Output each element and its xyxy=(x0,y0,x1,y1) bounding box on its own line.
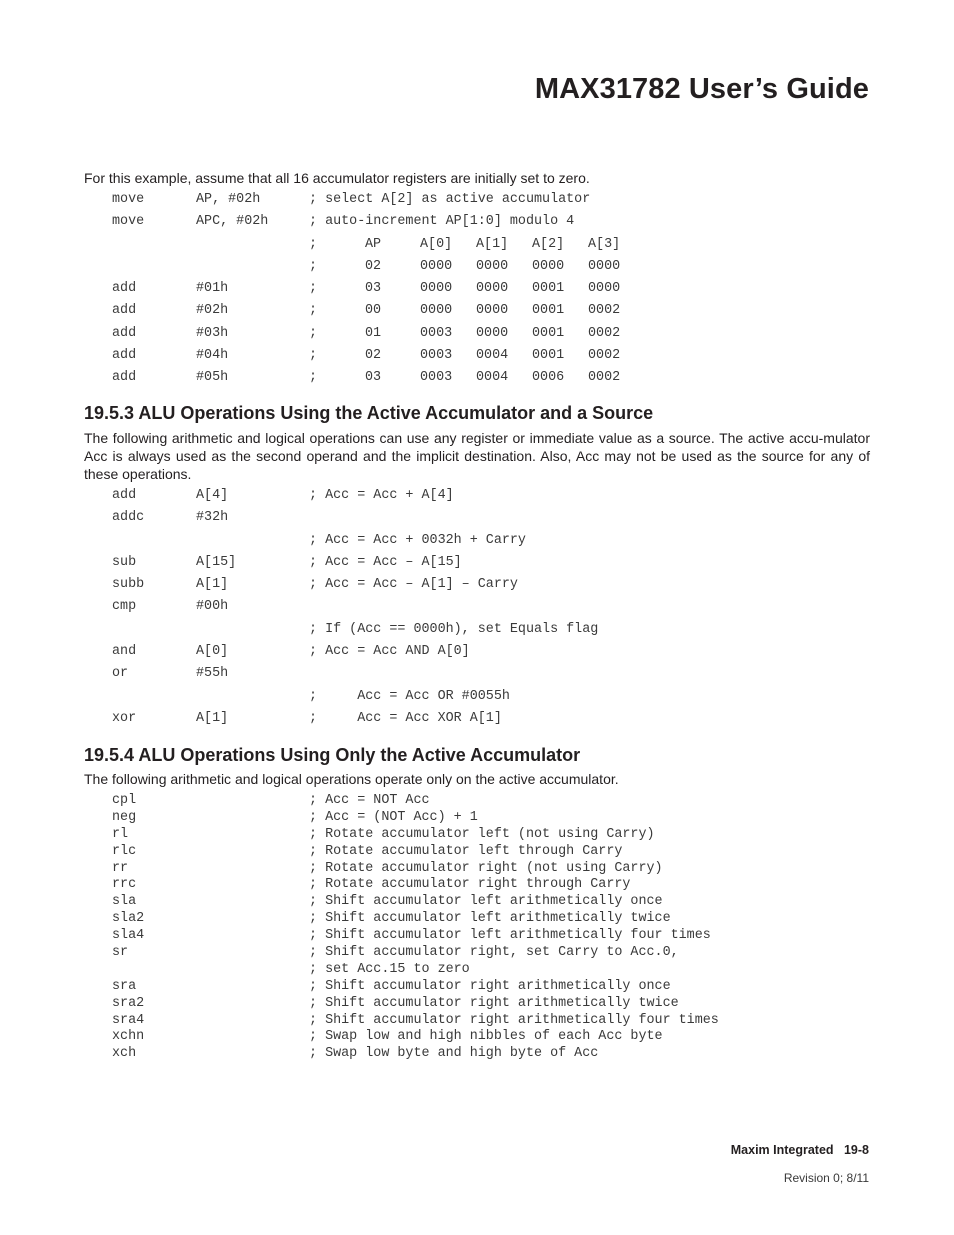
code-comment: ; Acc = Acc XOR A[1] xyxy=(309,710,502,726)
code-line xyxy=(0,552,954,574)
code-line xyxy=(0,574,954,596)
code-op: cpl xyxy=(112,793,137,808)
section-heading-19-5-4: 19.5.4 ALU Operations Using Only the Active Accumulator xyxy=(84,745,581,765)
code-line xyxy=(0,877,954,894)
code-block-19-5-3 xyxy=(0,485,954,730)
code-arg: #00h xyxy=(196,599,229,615)
code-line xyxy=(0,530,954,552)
table-cell: 02 xyxy=(365,258,382,274)
code-op: rr xyxy=(112,860,129,876)
code-line xyxy=(0,996,954,1013)
code-comment: ; Shift accumulator left arithmetically once xyxy=(309,894,663,910)
table-cell: 0000 xyxy=(476,281,509,297)
code-op: rrc xyxy=(112,877,137,893)
code-arg: #02h xyxy=(196,303,229,319)
table-row xyxy=(0,345,954,367)
table-cell: 0000 xyxy=(420,258,453,274)
footer-company-page: Maxim Integrated 19-8 xyxy=(730,1143,869,1157)
table-cell: 0003 xyxy=(420,370,453,386)
table-cell: 0000 xyxy=(532,258,565,274)
code-comment: ; Shift accumulator left arithmetically twice xyxy=(309,911,671,927)
code-op: addc xyxy=(112,510,145,526)
code-comment: ; Swap low and high nibbles of each Acc byte xyxy=(309,1029,663,1045)
table-row xyxy=(0,278,954,300)
table-cell: 0001 xyxy=(532,281,565,297)
code-line xyxy=(0,686,954,708)
code-op: subb xyxy=(112,577,145,593)
code-comment: ; Acc = Acc – A[15] xyxy=(309,554,462,570)
code-line xyxy=(0,928,954,945)
comment-marker: ; xyxy=(309,281,318,297)
code-comment: ; Rotate accumulator right through Carry xyxy=(309,877,631,893)
table-cell: 0001 xyxy=(532,303,565,319)
table-cell: 0000 xyxy=(588,281,621,297)
code-comment: ; set Acc.15 to zero xyxy=(309,961,470,977)
code-arg: APC, #02h xyxy=(196,214,269,230)
code-comment: ; Rotate accumulator left (not using Carry) xyxy=(309,826,655,842)
table-cell: 0001 xyxy=(532,348,565,364)
table-cell: 00 xyxy=(365,303,382,319)
code-arg: AP, #02h xyxy=(196,192,261,207)
intro-paragraph: For this example, assume that all 16 accumulator registers are initially set to zero. xyxy=(84,170,590,186)
code-line xyxy=(0,810,954,827)
code-op: sra4 xyxy=(112,1012,145,1028)
code-comment: ; Swap low byte and high byte of Acc xyxy=(309,1046,599,1062)
table-header-cell: AP xyxy=(365,236,382,252)
code-line xyxy=(0,911,954,928)
code-line xyxy=(0,596,954,618)
example-code-block xyxy=(0,189,954,390)
table-cell: 0002 xyxy=(588,325,621,341)
comment-marker: ; xyxy=(309,258,318,274)
table-cell: 0000 xyxy=(476,303,509,319)
code-comment: ; Shift accumulator right arithmetically twice xyxy=(309,995,679,1011)
code-line xyxy=(0,827,954,844)
table-cell: 0000 xyxy=(476,325,509,341)
code-line xyxy=(0,663,954,685)
code-comment: ; Acc = (NOT Acc) + 1 xyxy=(309,809,478,825)
code-comment: ; Acc = Acc OR #0055h xyxy=(309,688,510,704)
code-arg: A[0] xyxy=(196,644,229,660)
table-row xyxy=(0,300,954,322)
table-cell: 0000 xyxy=(420,281,453,297)
code-comment: ; Shift accumulator right arithmetically once xyxy=(309,978,671,994)
code-line xyxy=(0,945,954,962)
code-comment: ; Acc = NOT Acc xyxy=(309,793,430,808)
code-op: cmp xyxy=(112,599,137,615)
section-heading-19-5-3: 19.5.3 ALU Operations Using the Active Accumulator and a Source xyxy=(84,403,654,423)
table-header-cell: A[2] xyxy=(532,236,565,252)
table-cell: 0003 xyxy=(420,325,453,341)
code-line xyxy=(0,844,954,861)
footer-revision: Revision 0; 8/11 xyxy=(783,1171,869,1185)
code-line xyxy=(0,708,954,730)
code-arg: A[1] xyxy=(196,577,229,593)
code-op: sra xyxy=(112,978,137,994)
code-op: xor xyxy=(112,710,137,726)
table-header-line xyxy=(0,234,954,256)
code-op: add xyxy=(112,303,137,319)
table-cell: 0000 xyxy=(420,303,453,319)
code-arg: A[4] xyxy=(196,488,229,503)
code-op: rl xyxy=(112,826,129,842)
code-op: or xyxy=(112,666,129,682)
code-op: and xyxy=(112,644,137,660)
code-arg: A[1] xyxy=(196,710,229,726)
code-op: neg xyxy=(112,809,137,825)
table-row xyxy=(0,367,954,389)
table-cell: 0004 xyxy=(476,348,509,364)
code-line xyxy=(0,485,954,507)
code-arg: #32h xyxy=(196,510,229,526)
code-op: add xyxy=(112,325,137,341)
code-op: add xyxy=(112,348,137,364)
code-op: sla2 xyxy=(112,911,145,927)
section-paragraph-19-5-4: The following arithmetic and logical operations operate only on the active accumulator. xyxy=(84,771,619,787)
table-cell: 0002 xyxy=(588,348,621,364)
code-op: add xyxy=(112,281,137,297)
code-op: add xyxy=(112,488,137,503)
table-cell: 03 xyxy=(365,370,382,386)
code-line xyxy=(0,189,954,211)
code-op: sub xyxy=(112,554,137,570)
code-arg: #55h xyxy=(196,666,229,682)
table-header-cell: A[1] xyxy=(476,236,509,252)
comment-marker: ; xyxy=(309,370,318,386)
code-op: xch xyxy=(112,1046,137,1062)
table-cell: 0002 xyxy=(588,303,621,319)
comment-marker: ; xyxy=(309,325,318,341)
code-line xyxy=(0,979,954,996)
code-comment: ; Acc = Acc – A[1] – Carry xyxy=(309,577,518,593)
code-arg: #05h xyxy=(196,370,229,386)
code-line xyxy=(0,507,954,529)
code-line xyxy=(0,962,954,979)
code-op: move xyxy=(112,214,145,230)
code-comment: ; Rotate accumulator right (not using Carry) xyxy=(309,860,663,876)
table-cell: 0000 xyxy=(476,258,509,274)
code-comment: ; Acc = Acc + A[4] xyxy=(309,488,454,503)
comment-marker: ; xyxy=(309,236,318,252)
comment-marker: ; xyxy=(309,303,318,319)
table-cell: 02 xyxy=(365,348,382,364)
code-op: xchn xyxy=(112,1029,145,1045)
code-comment: ; Rotate accumulator left through Carry xyxy=(309,843,623,859)
table-cell: 0003 xyxy=(420,348,453,364)
code-line xyxy=(0,619,954,641)
code-block-19-5-4 xyxy=(0,793,954,1063)
code-comment: ; Shift accumulator right, set Carry to Acc.0, xyxy=(309,945,679,961)
code-comment: ; Shift accumulator left arithmetically four times xyxy=(309,928,711,944)
code-arg: A[15] xyxy=(196,554,237,570)
code-line xyxy=(0,1013,954,1030)
table-cell: 0006 xyxy=(532,370,565,386)
code-op: sra2 xyxy=(112,995,145,1011)
table-header-cell: A[3] xyxy=(588,236,621,252)
code-line xyxy=(0,1046,954,1063)
code-op: sla xyxy=(112,894,137,910)
code-arg: #01h xyxy=(196,281,229,297)
code-comment: ; Acc = Acc + 0032h + Carry xyxy=(309,532,526,548)
code-line xyxy=(0,793,954,810)
table-cell: 03 xyxy=(365,281,382,297)
code-comment: ; If (Acc == 0000h), set Equals flag xyxy=(309,621,599,637)
document-title: MAX31782 User’s Guide xyxy=(534,73,869,105)
code-line xyxy=(0,641,954,663)
table-cell: 0001 xyxy=(532,325,565,341)
table-cell: 0004 xyxy=(476,370,509,386)
code-line xyxy=(0,1029,954,1046)
code-comment: ; Shift accumulator right arithmetically four times xyxy=(309,1012,719,1028)
section-paragraph-19-5-3: The following arithmetic and logical operations can use any register or immediate value as a source. The active accu-mulator Acc is always used as the second operand and the implicit destination. Also, Acc may not be used as the source for any of these operations. xyxy=(84,430,870,482)
code-comment: ; Acc = Acc AND A[0] xyxy=(309,644,470,660)
code-line xyxy=(0,861,954,878)
table-cell: 01 xyxy=(365,325,382,341)
code-comment: ; auto-increment AP[1:0] modulo 4 xyxy=(309,214,575,230)
code-arg: #03h xyxy=(196,325,229,341)
table-cell: 0000 xyxy=(588,258,621,274)
comment-marker: ; xyxy=(309,348,318,364)
table-initial-line xyxy=(0,256,954,278)
table-row xyxy=(0,323,954,345)
code-op: sr xyxy=(112,945,129,961)
code-op: move xyxy=(112,192,145,207)
table-cell: 0002 xyxy=(588,370,621,386)
table-header-cell: A[0] xyxy=(420,236,453,252)
code-op: sla4 xyxy=(112,928,145,944)
code-line xyxy=(0,894,954,911)
code-line xyxy=(0,211,954,233)
code-arg: #04h xyxy=(196,348,229,364)
code-op: add xyxy=(112,370,137,386)
code-comment: ; select A[2] as active accumulator xyxy=(309,192,591,207)
code-op: rlc xyxy=(112,843,137,859)
